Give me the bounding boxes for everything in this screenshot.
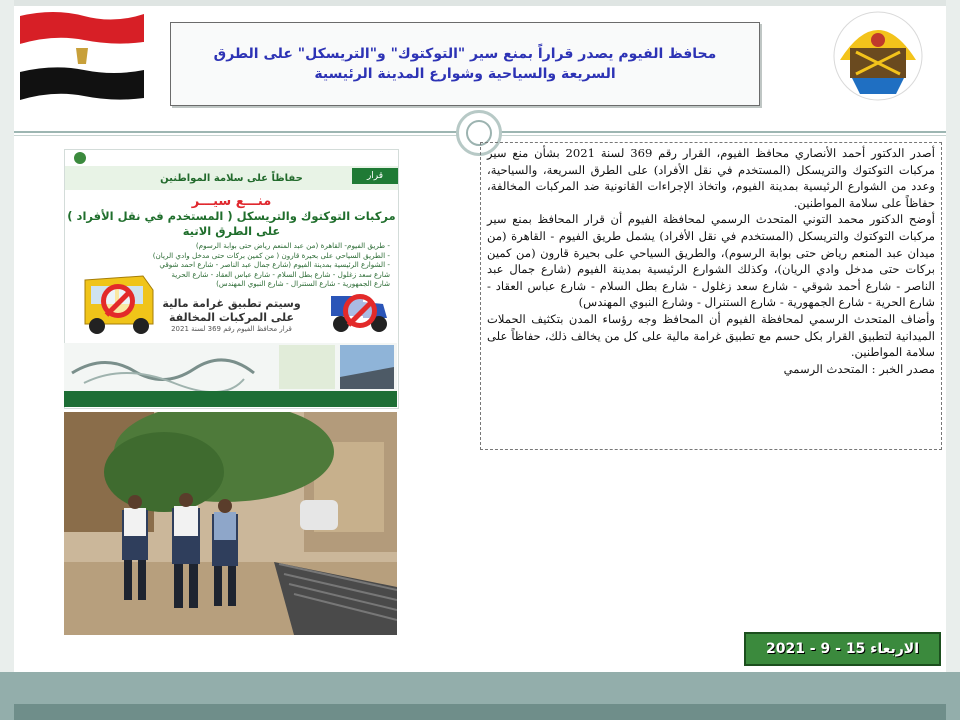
date-badge [744, 632, 941, 666]
poster-logo-bar [65, 150, 398, 166]
publish-date: الاربعاء 15 - 9 - 2021 [765, 641, 920, 657]
poster-footer-strip [64, 391, 397, 407]
headline-box [170, 22, 760, 106]
prohibited-icon [343, 294, 377, 328]
poster-title: منـــع سيـــر [191, 194, 272, 209]
article-paragraph-1: أصدر الدكتور أحمد الأنصاري محافظ الفيوم، القرار رقم 369 لسنة 2021 بشأن منع سير مركبات التوكتوك والتريسكل (المستخدم في نقل الأفراد) على الطرق السريعة، والسياحية، وعدد من الشوارع الرئيسية بمدينة الفيوم، واتخاذ الإجراءات القانونية ضد المركبات المخالفة، حفاظاً على سلامة المواطنين. [487, 146, 935, 210]
fayoum-governorate-logo [830, 8, 926, 104]
egypt-flag-icon [14, 8, 148, 104]
poster-ribbon: قرار [352, 168, 398, 184]
fayoum-logo-small-icon [71, 151, 89, 165]
route-map-illustration [64, 343, 397, 391]
poster-subtitle-2: على الطرق الاتية [182, 224, 281, 238]
poster-list-item: - الطريق السياحي على بحيرة قارون ( من كمين بركات حتى مدخل وادي الريان) [152, 250, 390, 260]
poster-header: حفاظاً على سلامة المواطنين [65, 166, 398, 190]
article-source: مصدر الخبر : المتحدث الرسمي [783, 361, 935, 376]
top-frame [0, 0, 960, 6]
article-body [480, 142, 942, 450]
article-paragraph-3: وأضاف المتحدث الرسمي لمحافظة الفيوم أن المحافظ وجه رؤساء المدن بتكثيف الحملات الميدانية لتطبيق القرار بكل حسم مع تطبيق غرامة مالية على كل من يخالف ذلك، حفاظاً على سلامة المواطنين. [487, 311, 935, 360]
bottom-strip [14, 704, 946, 720]
headline: محافظ الفيوم يصدر قراراً بمنع سير "التوكتوك" و"التريسكل" على الطرق السريعة والسياحية وشوارع المدينة الرئيسية [213, 46, 717, 82]
site-visit-photo [64, 412, 397, 635]
poster-fine-notice: وسيتم تطبيق غرامة مالية على المركبات المخالفة [162, 296, 301, 324]
right-border [946, 0, 960, 720]
article-paragraph-2: أوضح الدكتور محمد التوني المتحدث الرسمي لمحافظة الفيوم أن قرار المحافظ بمنع سير مركبات التوكتوك والتريسكل (المستخدم في نقل الأفراد) يشمل طريق الفيوم - القاهرة (من ميدان عبد المنعم رياض حتى بوابة الرسوم)، والطريق السياحي على بحيرة قارون (من كمين بركات حتى مدخل وادي الريان)، وكذلك الشوارع الرئيسية بمدينة الفيوم (شارع جمال عبد الناصر - شارع أحمد شوقي - شارع سعد زغلول - شارع بطل السلام - شارع عباس العقاد - شارع الحرية - شارع الجمهورية - شارع الستنرال - وشارع النبوي المهندس) [487, 212, 935, 310]
poster-list-item: - الشوارع الرئيسية بمدينة الفيوم (شارع جمال عبد الناصر - شارع احمد شوقي [159, 260, 390, 270]
poster-list-item: شارع سعد زغلول - شارع بطل السلام - شارع عباس العقاد - شارع الحرية [171, 269, 390, 279]
left-border [0, 0, 14, 720]
poster-subtitle: مركبات التوكتوك والتريسكل ( المستخدم في نقل الأفراد ) [67, 209, 396, 223]
poster-decree-number: قرار محافظ الفيوم رقم 369 لسنة 2021 [171, 324, 292, 333]
prohibited-icon [101, 284, 135, 318]
field-visit-scene-image [64, 412, 397, 635]
poster-list-item: شارع الجمهورية - شارع الستنرال - شارع النبوي المهندس) [216, 279, 390, 289]
route-map-strip [64, 343, 397, 391]
poster-list-item: - طريق الفيوم- القاهرة (من عبد المنعم رياض حتى بوابة الرسوم) [195, 241, 390, 250]
